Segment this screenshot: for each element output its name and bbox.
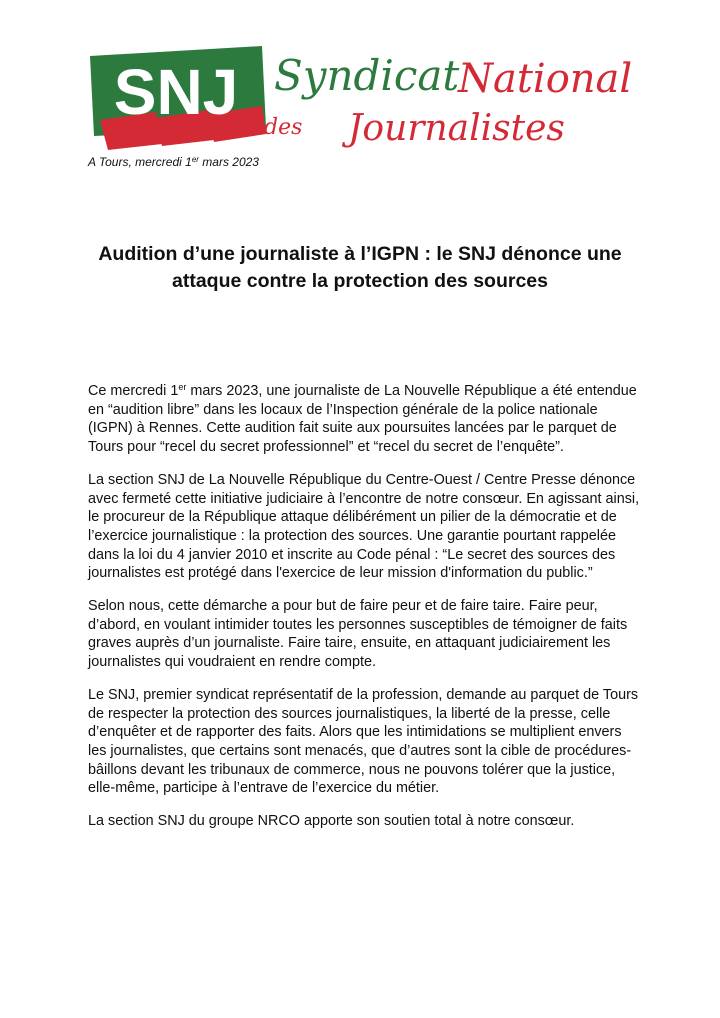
logo-badge-text: SNJ [113, 56, 239, 128]
body-paragraph-4: Le SNJ, premier syndicat représentatif de la profession, demande au parquet de Tours de respecter la protection des sources journalistiques, la liberté de la presse, celle d’enquêter et de rapporter des faits. Alors que les intimidations se multiplient envers les journalistes, que certains sont menacés, que d’autres sont la cible de procédures-bâillons devant les tribunaux de commerce, nous ne pouvons tolérer que la justice, elle-même, participe à l’entrave de l’exercice du métier. [88, 686, 639, 797]
p1-sup: er [178, 382, 187, 392]
snj-logo-graphic [86, 44, 646, 156]
logo-line-des: des [264, 115, 303, 140]
body-paragraph-1 [88, 378, 640, 457]
snj-logo [86, 44, 646, 156]
body-paragraph-2: La section SNJ de La Nouvelle République du Centre-Ouest / Centre Presse dénonce avec fermeté cette initiative judiciaire à l’encontre de notre consœur. En agissant ainsi, le procureur de la République attaque délibérément un pilier de la démocratie et de l’exercice journalistique : la protection des sources. Une garantie pourtant rappelée dans la loi du 4 janvier 2010 et inscrite au Code pénal : “Le secret des sources des journalistes est protégé dans l'exercice de leur mission d'information du public.” [88, 471, 640, 582]
press-release-body [88, 378, 640, 845]
p1-prefix: Ce mercredi 1 [88, 383, 179, 399]
logo-line-journalistes: Journalistes [348, 108, 565, 149]
p1-rest: mars 2023, une journaliste de La Nouvelle République a été entendue en “audition libre” dans les locaux de l’Inspection générale de la police nationale (IGPN) à Rennes. Cette audition fait suite aux poursuites lancées par le parquet de Tours pour “recel du secret professionnel” et “recel du secret de l’enquête”. [88, 383, 637, 456]
press-release-title: Audition d’une journaliste à l’IGPN : le SNJ dénonce une attaque contre la protection des sources [98, 243, 622, 292]
logo-line-syndicat: Syndicat [274, 51, 460, 100]
logo-line-national: National [458, 56, 633, 102]
dateline-suffix: mars 2023 [198, 155, 259, 169]
dateline [88, 155, 259, 169]
body-paragraph-5: La section SNJ du groupe NRCO apporte son soutien total à notre consœur. [88, 813, 575, 830]
body-paragraph-3: Selon nous, cette démarche a pour but de faire peur et de faire taire. Faire peur, d’abord, en voulant intimider toutes les personnes susceptibles de témoigner de faits graves auprès d’un journaliste. Faire taire, ensuite, en attaquant judiciairement les journalistes qui voudraient en rendre compte. [88, 598, 628, 671]
dateline-sup: er [191, 155, 199, 164]
dateline-prefix: A Tours, mercredi 1 [88, 155, 192, 169]
